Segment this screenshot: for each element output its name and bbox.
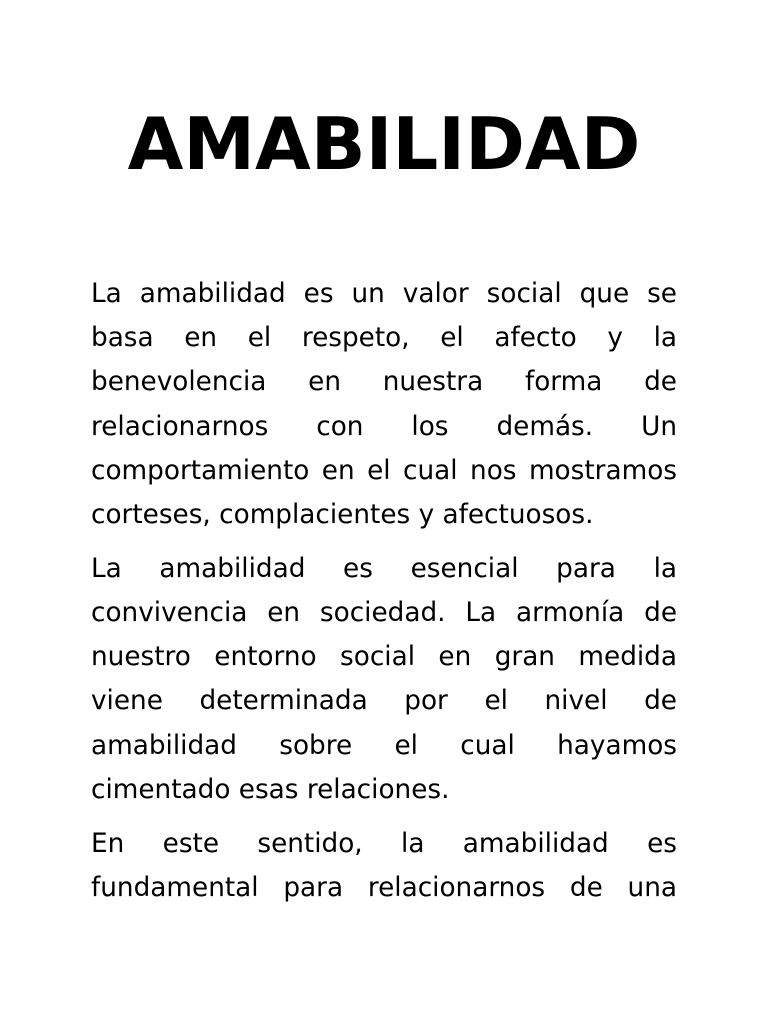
paragraph: En este sentido, la amabilidad es fundamental para relacionarnos de una: [91, 828, 677, 903]
paragraph: La amabilidad es esencial para la convivencia en sociedad. La armonía de nuestro entorno social en gran medida viene determinada por el nivel de amabilidad sobre el cual hayamos cimentado esas relaciones.: [91, 553, 677, 805]
paragraph: La amabilidad es un valor social que se basa en el respeto, el afecto y la benevolencia en nuestra forma de relacionarnos con los demás. Un comportamiento en el cual nos mostramos corteses, complacientes y afectuosos.: [91, 279, 677, 531]
document-body: [91, 272, 677, 920]
document-title: AMABILIDAD: [127, 102, 641, 186]
